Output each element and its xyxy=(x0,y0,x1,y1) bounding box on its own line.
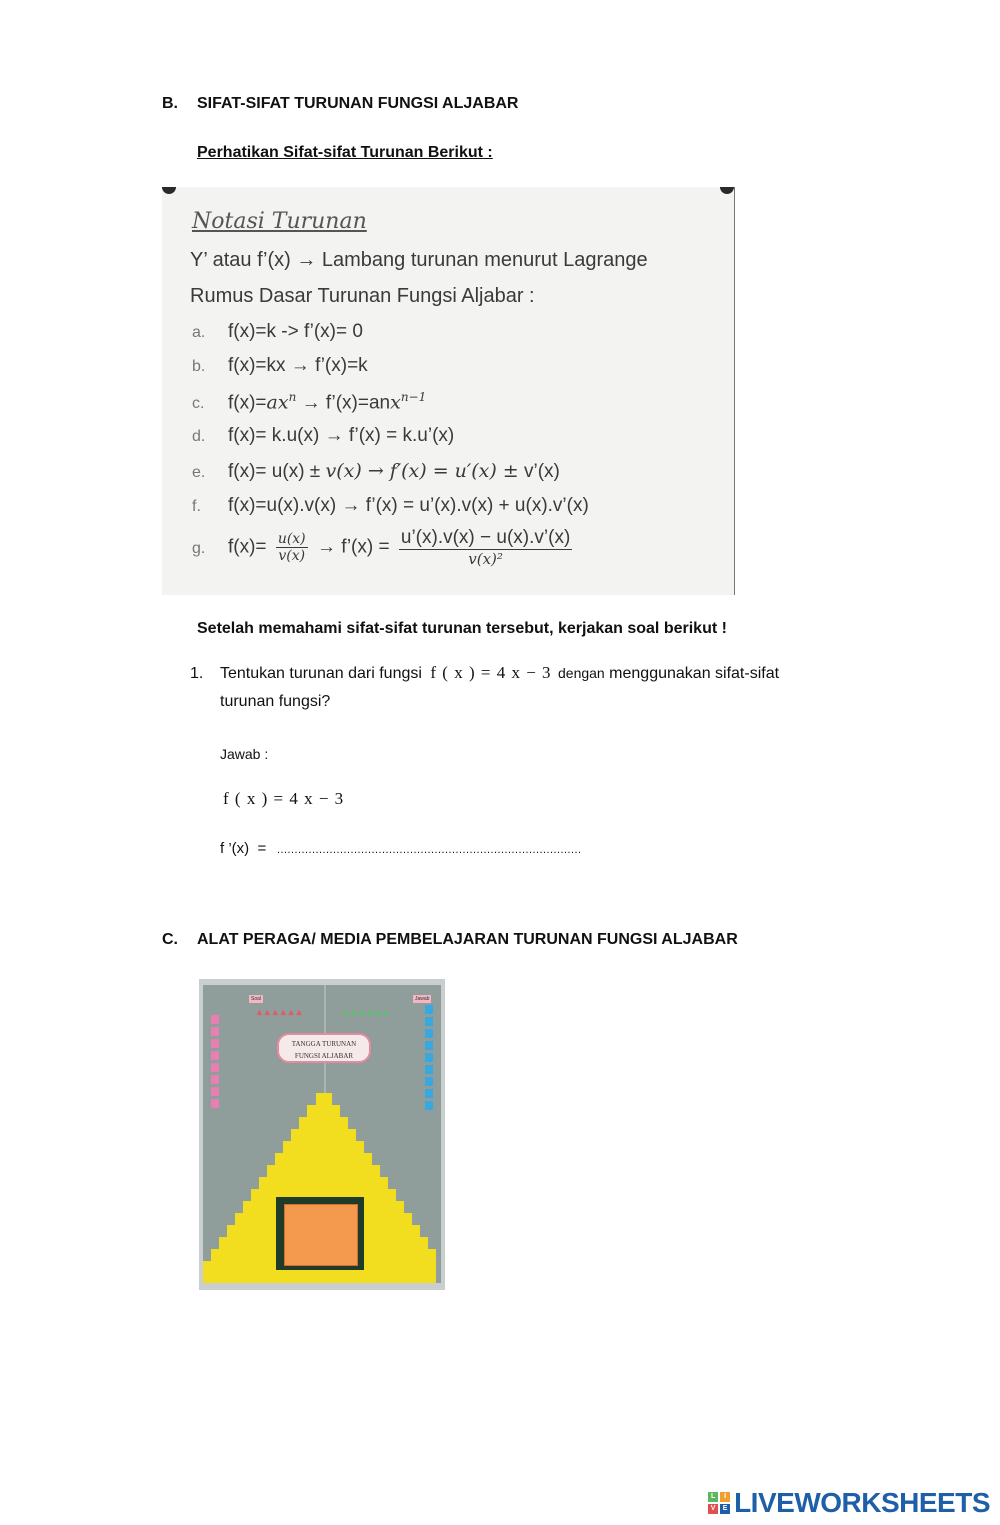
tag-right: Jawab xyxy=(415,996,430,1002)
derivative-label: f ’(x) = xyxy=(220,840,267,857)
rule-g xyxy=(192,527,576,568)
rules-heading: Rumus Dasar Turunan Fungsi Aljabar : xyxy=(190,285,535,307)
rule-f xyxy=(192,495,589,517)
rule-math: ax xyxy=(266,391,289,414)
rule-text: f(x)=k -> f’(x)= 0 xyxy=(228,321,363,342)
section-b-heading xyxy=(162,95,518,113)
question-text: dengan xyxy=(558,665,605,681)
logo-bricks-icon: L I V E xyxy=(708,1492,730,1514)
question-text: menggunakan sifat-sifat xyxy=(609,665,780,682)
answer-window xyxy=(276,1197,364,1270)
fraction-numerator: u’(x).v(x) − u(x).v’(x) xyxy=(400,527,571,548)
rule-exponent: n−1 xyxy=(400,390,427,404)
answer-blank[interactable]: …………………………………………………………………………… xyxy=(276,844,581,856)
rule-math: v(x) → f′(x) = u′(x) ± xyxy=(325,460,519,482)
rule-text: v’(x) xyxy=(518,461,560,482)
rule-text: f(x)=u(x).v(x) → f’(x) = u’(x).v(x) + u(x).v’(x) xyxy=(228,495,589,516)
rule-letter: f. xyxy=(192,498,201,515)
answer-label: Jawab : xyxy=(220,746,269,762)
derivative-notation-card xyxy=(162,187,735,595)
pin-icon xyxy=(162,187,176,194)
rule-a xyxy=(192,321,363,343)
teaching-aid-photo xyxy=(199,979,445,1290)
exercise-instruction: Setelah memahami sifat-sifat turunan tersebut, kerjakan soal berikut ! xyxy=(197,620,727,637)
question-formula: f ( x ) = 4 x − 3 xyxy=(430,663,552,682)
quotient-rule-fraction xyxy=(399,527,572,568)
rule-text: f(x)= u(x) ± xyxy=(228,461,326,482)
quotient-fraction xyxy=(276,531,308,564)
rule-text: f(x)= xyxy=(228,392,267,414)
card-title: Notasi Turunan xyxy=(192,209,367,234)
card-row-green: ▲▲▲▲▲▲ xyxy=(341,1007,389,1017)
rule-text: → f’(x)=an xyxy=(296,392,391,414)
rule-c xyxy=(192,390,426,414)
section-c-number: C. xyxy=(162,931,178,948)
section-b-title: SIFAT-SIFAT TURUNAN FUNGSI ALJABAR xyxy=(197,95,519,112)
card-row-pink: ▲▲▲▲▲▲ xyxy=(255,1007,303,1017)
question-1 xyxy=(190,663,779,683)
pin-icon xyxy=(720,187,734,194)
rule-text: f(x)= xyxy=(228,536,267,558)
fraction-denominator: v(x) xyxy=(278,548,306,564)
section-c-title: ALAT PERAGA/ MEDIA PEMBELAJARAN TURUNAN FUNGSI ALJABAR xyxy=(197,931,738,948)
rule-letter: c. xyxy=(192,395,205,413)
tag-left: Soal xyxy=(251,996,262,1002)
question-text: Tentukan turunan dari fungsi xyxy=(220,665,422,682)
rule-text: → f’(x) = xyxy=(316,536,390,558)
rule-math: x xyxy=(390,391,401,414)
rule-letter: a. xyxy=(192,324,206,341)
rule-text: f(x)=kx → f’(x)=k xyxy=(228,355,368,376)
section-b-subtitle: Perhatikan Sifat-sifat Turunan Berikut : xyxy=(197,144,493,161)
rule-e xyxy=(192,460,560,483)
rule-exponent: n xyxy=(288,390,297,404)
section-c-heading xyxy=(162,931,738,949)
liveworksheets-logo xyxy=(708,1487,990,1519)
section-b-number: B. xyxy=(162,95,178,112)
rule-letter: b. xyxy=(192,358,206,375)
answer-card xyxy=(284,1204,358,1266)
logo-text: LIVEWORKSHEETS xyxy=(734,1487,990,1518)
rule-b xyxy=(192,355,368,377)
photo-banner: TANGGA TURUNAN FUNGSI ALJABAR xyxy=(277,1033,371,1063)
fraction-denominator: v(x)² xyxy=(468,550,503,568)
answer-derivative-row xyxy=(220,840,581,857)
question-line-2: turunan fungsi? xyxy=(220,693,331,710)
board xyxy=(203,985,441,1283)
rule-letter: g. xyxy=(192,539,206,557)
fraction-numerator: u(x) xyxy=(277,531,306,547)
rule-d xyxy=(192,425,454,447)
rule-letter: d. xyxy=(192,428,206,445)
question-number: 1. xyxy=(190,665,204,682)
lagrange-notation-line: Y’ atau f’(x) → Lambang turunan menurut Lagrange xyxy=(190,249,648,271)
rule-letter: e. xyxy=(192,464,206,481)
answer-function: f ( x ) = 4 x − 3 xyxy=(223,789,345,808)
rule-text: f(x)= k.u(x) → f’(x) = k.u’(x) xyxy=(228,425,455,446)
